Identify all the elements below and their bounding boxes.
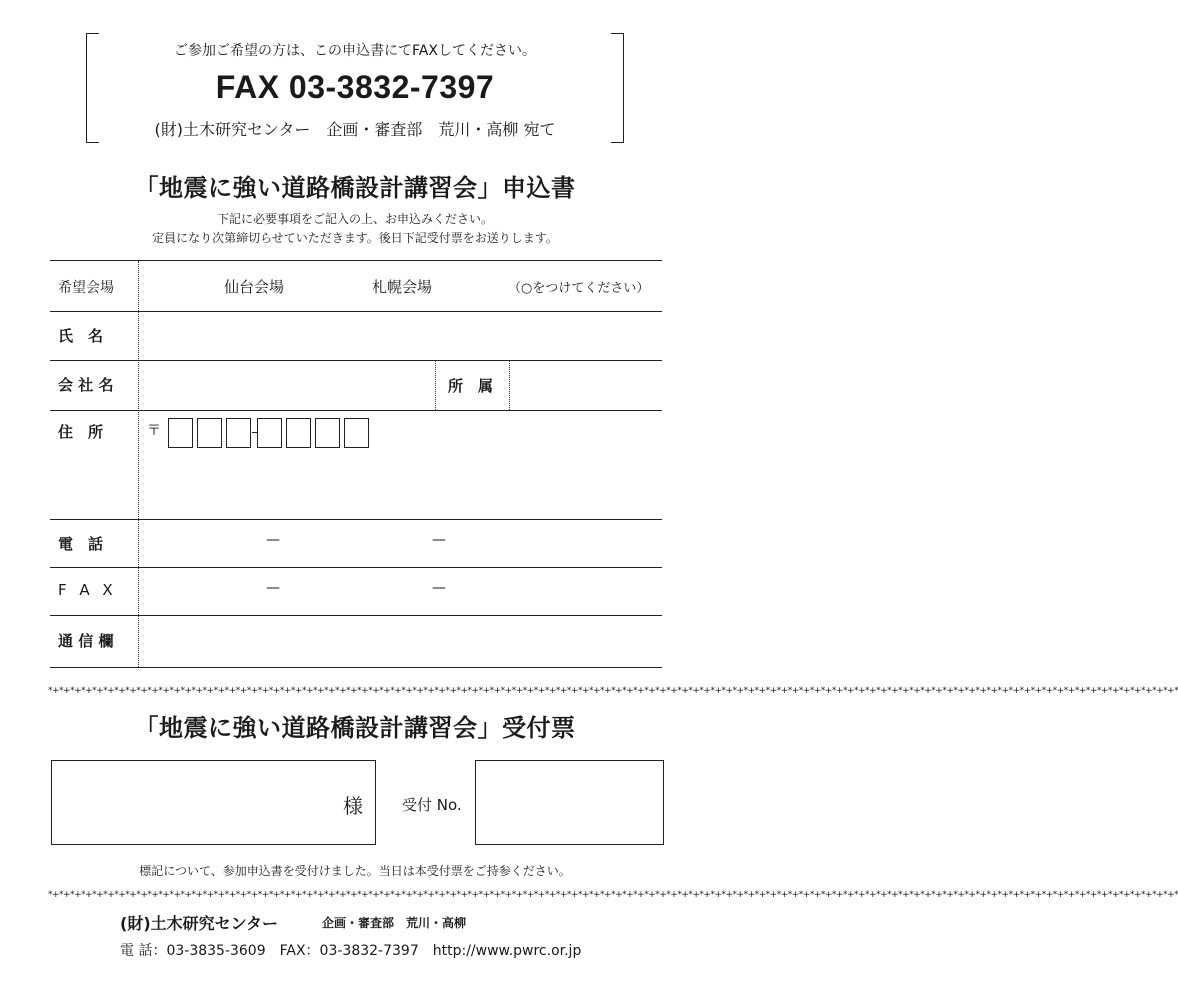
name-field[interactable] xyxy=(140,311,662,360)
header-box xyxy=(86,33,624,143)
fax-label: F A X xyxy=(58,581,117,599)
postal-digit-box[interactable] xyxy=(315,418,340,448)
sama-label: 様 xyxy=(343,794,363,818)
fax-field[interactable] xyxy=(140,567,662,615)
venue-row xyxy=(50,261,662,312)
addressee: (財)土木研究センター 企画・審査部 荒川・高柳 宛て xyxy=(154,120,556,139)
postal-digit-box[interactable] xyxy=(257,418,282,448)
footer-dept: 企画・審査部 荒川・高柳 xyxy=(322,916,467,930)
fax-number: FAX 03-3832-7397 xyxy=(215,69,495,105)
address-row xyxy=(50,410,662,520)
name-label: 氏 名 xyxy=(58,327,104,345)
dept-divider xyxy=(509,360,510,410)
fax-instruction: ご参加ご希望の方は、この申込書にてFAXしてください。 xyxy=(174,43,536,59)
venue-hint: （○をつけてください） xyxy=(508,281,650,296)
phone-field[interactable] xyxy=(140,519,662,567)
address-label: 住 所 xyxy=(58,423,104,441)
footer-contact[interactable]: 電 話：03-3835-3609 FAX：03-3832-7397 http://www.pwrc.or.jp xyxy=(120,943,582,959)
cut-line-separator: *+*+*+*+*+*+*+*+*+*+*+*+*+*+*+*+*+*+*+*+*+*+*+*+*+*+*+*+*+*+*+*+*+*+*+*+*+*+*+*+*+*+*+*+*+*+*+*+*+*+*+*+*+*+*+*+*+*+*+*+*+*+*+*+*+*+*+*+*+*+*+*+*+*+*+*+*+*+*+*+*+*+*+*+*+*+*+*+*+*+*+*+*+*+*+*+*+*+*+*+*+*+* xyxy=(48,890,1178,900)
postal-digit-box[interactable] xyxy=(197,418,222,448)
address-field[interactable] xyxy=(140,454,662,519)
cut-line-separator: *+*+*+*+*+*+*+*+*+*+*+*+*+*+*+*+*+*+*+*+*+*+*+*+*+*+*+*+*+*+*+*+*+*+*+*+*+*+*+*+*+*+*+*+*+*+*+*+*+*+*+*+*+*+*+*+*+*+*+*+*+*+*+*+*+*+*+*+*+*+*+*+*+*+*+*+*+*+*+*+*+*+*+*+*+*+*+*+*+*+*+*+*+*+*+*+*+*+*+*+*+*+* xyxy=(48,686,1178,696)
venue-sendai[interactable]: 仙台会場 xyxy=(224,278,285,296)
application-title: 「地震に強い道路橋設計講習会」申込書 xyxy=(134,174,576,202)
receipt-name-box[interactable] xyxy=(51,760,376,845)
application-note-1: 下記に必要事項をご記入の上、お申込みください。 xyxy=(216,212,493,226)
receipt-note: 標記について、参加申込書を受付けました。当日は本受付票をご持参ください。 xyxy=(139,864,571,878)
phone-label: 電 話 xyxy=(58,535,104,553)
postal-digit-box[interactable] xyxy=(344,418,369,448)
receipt-no-box[interactable] xyxy=(475,760,664,845)
company-label: 会 社 名 xyxy=(58,376,114,394)
fax-dash-2: — xyxy=(432,580,446,596)
phone-dash-2: — xyxy=(432,532,446,548)
postal-digit-box[interactable] xyxy=(168,418,193,448)
dept-field[interactable] xyxy=(511,360,662,410)
application-form xyxy=(50,260,662,668)
company-row xyxy=(50,360,662,411)
comm-row xyxy=(50,615,662,667)
company-field[interactable] xyxy=(140,360,434,410)
postal-mark: 〒 xyxy=(147,423,161,439)
venue-label: 希望会場 xyxy=(58,280,114,296)
footer-org: (財)土木研究センター xyxy=(120,914,278,933)
venue-sapporo[interactable]: 札幌会場 xyxy=(372,278,433,296)
application-note-2: 定員になり次第締切らせていただきます。後日下記受付票をお送りします。 xyxy=(152,231,558,245)
phone-dash-1: — xyxy=(266,532,280,548)
receipt-title: 「地震に強い道路橋設計講習会」受付票 xyxy=(134,714,576,742)
dept-label: 所 属 xyxy=(448,377,494,395)
comm-label: 通 信 欄 xyxy=(58,632,114,650)
name-row xyxy=(50,311,662,361)
fax-row xyxy=(50,567,662,616)
comm-field[interactable] xyxy=(140,615,662,667)
phone-row xyxy=(50,519,662,568)
receipt-no-label: 受付 No. xyxy=(402,796,462,814)
fax-dash-1: — xyxy=(266,580,280,596)
company-divider xyxy=(435,360,436,410)
postal-digit-box[interactable] xyxy=(226,418,251,448)
postal-digit-box[interactable] xyxy=(286,418,311,448)
